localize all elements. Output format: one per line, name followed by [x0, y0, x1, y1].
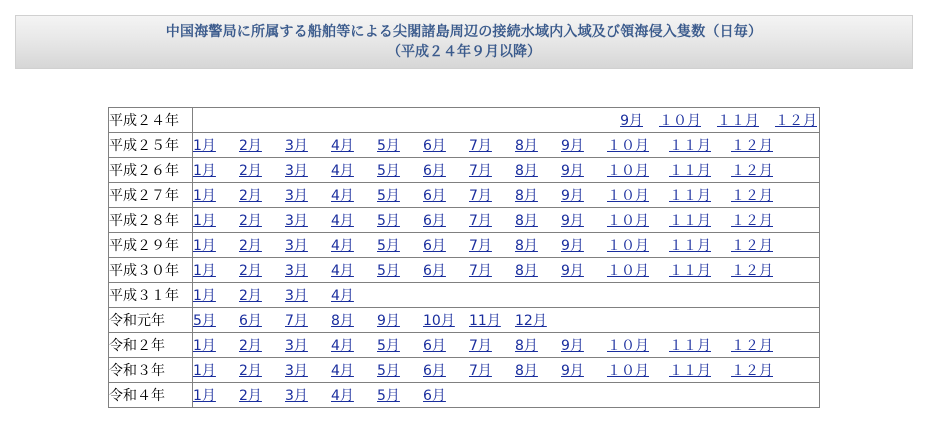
year-row [109, 358, 820, 383]
month-link[interactable]: 6月 [423, 138, 446, 154]
month-link[interactable]: 9月 [620, 113, 643, 129]
page-subtitle: （平成２４年９月以降） [387, 44, 541, 60]
month-link[interactable]: １１月 [669, 338, 711, 354]
month-link[interactable]: 8月 [331, 313, 354, 329]
month-link[interactable]: 4月 [331, 213, 354, 229]
month-link[interactable]: 6月 [423, 213, 446, 229]
month-link[interactable]: 3月 [285, 163, 308, 179]
month-links [193, 383, 820, 408]
month-link[interactable]: 7月 [469, 163, 492, 179]
month-link[interactable]: 8月 [515, 238, 538, 254]
month-link[interactable]: 5月 [377, 138, 400, 154]
month-link[interactable]: 11月 [469, 313, 501, 329]
year-row [109, 258, 820, 283]
month-link[interactable]: １０月 [607, 263, 649, 279]
month-link[interactable]: 2月 [239, 238, 262, 254]
month-link[interactable]: １０月 [607, 213, 649, 229]
month-link[interactable]: 5月 [377, 213, 400, 229]
month-link[interactable]: 1月 [193, 138, 216, 154]
month-link[interactable]: １０月 [607, 163, 649, 179]
year-label: 令和４年 [109, 383, 193, 408]
month-link[interactable]: 3月 [285, 188, 308, 204]
month-link[interactable]: 4月 [331, 288, 354, 304]
month-link[interactable]: 6月 [423, 163, 446, 179]
year-label: 平成２９年 [109, 233, 193, 258]
month-link[interactable]: 10月 [423, 313, 455, 329]
month-link[interactable]: 3月 [285, 263, 308, 279]
month-link[interactable]: 9月 [561, 363, 584, 379]
month-link[interactable]: 4月 [331, 138, 354, 154]
month-link[interactable]: 7月 [469, 263, 492, 279]
month-link[interactable]: １０月 [607, 338, 649, 354]
month-link[interactable]: 6月 [423, 388, 446, 404]
month-link[interactable]: 7月 [469, 188, 492, 204]
month-link[interactable]: 2月 [239, 363, 262, 379]
month-link[interactable]: 4月 [331, 238, 354, 254]
month-links [193, 183, 820, 208]
month-link[interactable]: 4月 [331, 163, 354, 179]
month-link[interactable]: 6月 [423, 238, 446, 254]
month-link[interactable]: 8月 [515, 188, 538, 204]
month-link[interactable]: 3月 [285, 138, 308, 154]
month-links [193, 258, 820, 283]
month-link[interactable]: 9月 [561, 213, 584, 229]
month-links [193, 308, 820, 333]
month-link[interactable]: 1月 [193, 188, 216, 204]
month-link[interactable]: １１月 [669, 138, 711, 154]
page-header [15, 15, 913, 69]
month-link[interactable]: １０月 [607, 138, 649, 154]
month-links [193, 333, 820, 358]
month-link[interactable]: 8月 [515, 163, 538, 179]
month-link[interactable]: 2月 [239, 338, 262, 354]
month-link[interactable]: １０月 [607, 238, 649, 254]
month-link[interactable]: 7月 [469, 338, 492, 354]
month-link[interactable]: 7月 [469, 363, 492, 379]
month-link[interactable]: １２月 [731, 363, 773, 379]
month-link[interactable]: 5月 [377, 238, 400, 254]
month-link[interactable]: 5月 [377, 363, 400, 379]
month-link[interactable]: 1月 [193, 263, 216, 279]
month-link[interactable]: 6月 [423, 263, 446, 279]
month-link[interactable]: 6月 [239, 313, 262, 329]
month-link[interactable]: 3月 [285, 213, 308, 229]
month-links [193, 133, 820, 158]
year-label: 令和２年 [109, 333, 193, 358]
month-links [193, 358, 820, 383]
year-label: 令和元年 [109, 308, 193, 333]
month-link[interactable]: 9月 [561, 338, 584, 354]
month-link[interactable]: 6月 [423, 338, 446, 354]
month-link[interactable]: １１月 [669, 163, 711, 179]
year-row [109, 383, 820, 408]
month-link[interactable]: 2月 [239, 213, 262, 229]
month-link[interactable]: 3月 [285, 288, 308, 304]
month-link[interactable]: 1月 [193, 363, 216, 379]
month-links [193, 233, 820, 258]
month-link[interactable]: １１月 [717, 113, 759, 129]
month-link[interactable]: １１月 [669, 263, 711, 279]
year-row [109, 183, 820, 208]
month-link[interactable]: 8月 [515, 138, 538, 154]
month-link[interactable]: １２月 [731, 163, 773, 179]
month-link[interactable]: 8月 [515, 263, 538, 279]
month-link[interactable]: １０月 [659, 113, 701, 129]
month-link[interactable]: 1月 [193, 338, 216, 354]
monthly-link-table [108, 107, 820, 408]
month-link[interactable]: 3月 [285, 338, 308, 354]
month-link[interactable]: 5月 [377, 188, 400, 204]
year-row [109, 283, 820, 308]
month-link[interactable]: 4月 [331, 188, 354, 204]
month-link[interactable]: 4月 [331, 388, 354, 404]
year-label: 平成２８年 [109, 208, 193, 233]
year-row [109, 233, 820, 258]
month-link[interactable]: 3月 [285, 388, 308, 404]
month-link[interactable]: １２月 [775, 113, 817, 129]
month-link[interactable]: 1月 [193, 288, 216, 304]
year-row [109, 333, 820, 358]
year-label: 平成３０年 [109, 258, 193, 283]
month-link[interactable]: 5月 [377, 388, 400, 404]
month-link[interactable]: 5月 [377, 263, 400, 279]
month-link[interactable]: 9月 [561, 188, 584, 204]
month-link[interactable]: 2月 [239, 388, 262, 404]
year-row [109, 133, 820, 158]
month-link[interactable]: １２月 [731, 338, 773, 354]
month-link[interactable]: １０月 [607, 363, 649, 379]
month-link[interactable]: 2月 [239, 188, 262, 204]
month-link[interactable]: 1月 [193, 388, 216, 404]
month-link[interactable]: 1月 [193, 238, 216, 254]
month-link[interactable]: 2月 [239, 163, 262, 179]
month-link[interactable]: 4月 [331, 263, 354, 279]
year-label: 令和３年 [109, 358, 193, 383]
month-link[interactable]: １２月 [731, 138, 773, 154]
month-links [193, 108, 820, 133]
month-link[interactable]: １２月 [731, 213, 773, 229]
month-link[interactable]: 2月 [239, 288, 262, 304]
month-link[interactable]: 4月 [331, 338, 354, 354]
month-link[interactable]: 6月 [423, 188, 446, 204]
month-link[interactable]: 2月 [239, 138, 262, 154]
month-link[interactable]: 8月 [515, 363, 538, 379]
month-link[interactable]: １２月 [731, 263, 773, 279]
month-link[interactable]: 7月 [469, 213, 492, 229]
month-link[interactable]: 5月 [193, 313, 216, 329]
month-link[interactable]: 9月 [561, 138, 584, 154]
page-title: 中国海警局に所属する船舶等による尖閣諸島周辺の接続水域内入域及び領海侵入隻数（日毎） [165, 24, 763, 40]
month-link[interactable]: 7月 [285, 313, 308, 329]
month-link[interactable]: 3月 [285, 238, 308, 254]
month-link[interactable]: 5月 [377, 338, 400, 354]
month-link[interactable]: 3月 [285, 363, 308, 379]
month-link[interactable]: 7月 [469, 238, 492, 254]
month-link[interactable]: 4月 [331, 363, 354, 379]
year-label: 平成２６年 [109, 158, 193, 183]
month-link[interactable]: １１月 [669, 213, 711, 229]
month-link[interactable]: 8月 [515, 338, 538, 354]
monthly-link-table-body [109, 108, 820, 408]
month-link[interactable]: 9月 [377, 313, 400, 329]
month-link[interactable]: 9月 [561, 163, 584, 179]
month-link[interactable]: 1月 [193, 163, 216, 179]
month-link[interactable]: １２月 [731, 238, 773, 254]
month-link[interactable]: 2月 [239, 263, 262, 279]
month-links [193, 208, 820, 233]
year-row [109, 108, 820, 133]
month-link[interactable]: 9月 [561, 263, 584, 279]
year-row [109, 208, 820, 233]
year-label: 平成２７年 [109, 183, 193, 208]
month-link[interactable]: 9月 [561, 238, 584, 254]
year-label: 平成２４年 [109, 108, 193, 133]
month-link[interactable]: １２月 [731, 188, 773, 204]
month-links [193, 283, 820, 308]
month-link[interactable]: １０月 [607, 188, 649, 204]
year-row [109, 308, 820, 333]
month-link[interactable]: 1月 [193, 213, 216, 229]
month-link[interactable]: 12月 [515, 313, 547, 329]
month-link[interactable]: 7月 [469, 138, 492, 154]
month-link[interactable]: 5月 [377, 163, 400, 179]
month-link[interactable]: １１月 [669, 238, 711, 254]
month-link[interactable]: 6月 [423, 363, 446, 379]
year-row [109, 158, 820, 183]
month-links [193, 158, 820, 183]
month-link[interactable]: １１月 [669, 188, 711, 204]
month-link[interactable]: 8月 [515, 213, 538, 229]
year-label: 平成２５年 [109, 133, 193, 158]
year-label: 平成３１年 [109, 283, 193, 308]
month-link[interactable]: １１月 [669, 363, 711, 379]
